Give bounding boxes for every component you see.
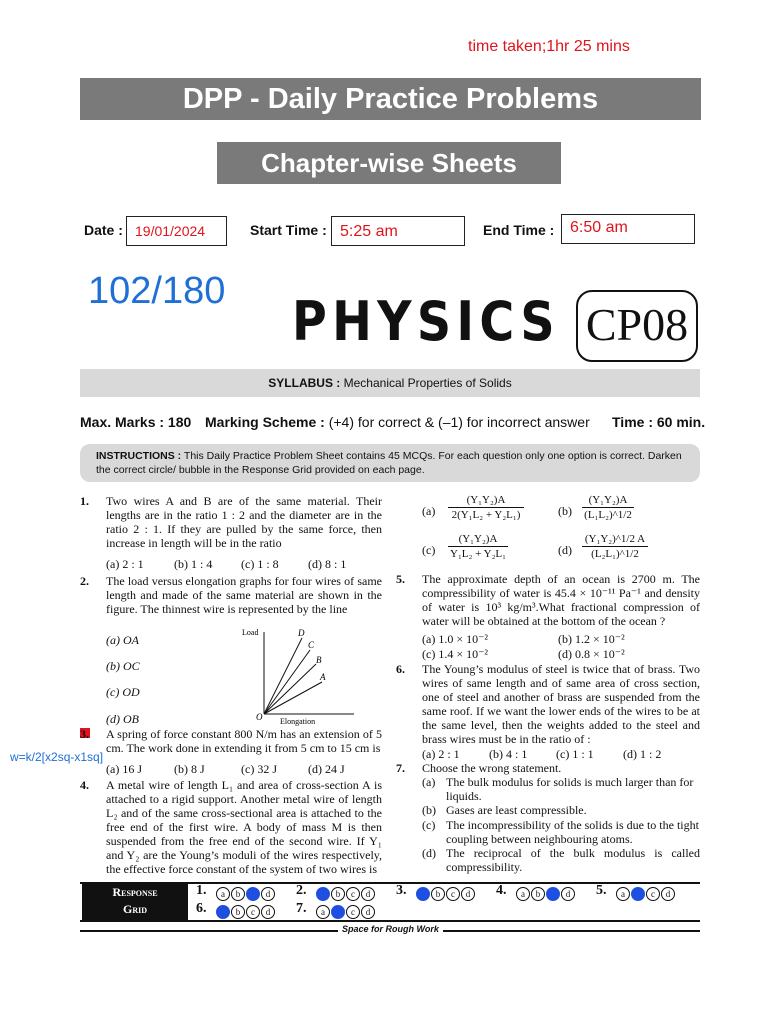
grid-question-3-number: 3. xyxy=(396,883,407,898)
start-time-label: Start Time : xyxy=(250,222,327,238)
q4-d-numerator: (Y₁Y₂)^1/2 A xyxy=(582,532,648,547)
q6-option-b: (b) 4 : 1 xyxy=(489,747,528,761)
graph-xlabel: Elongation xyxy=(280,717,316,726)
q5-option-d: (d) 0.8 × 10⁻² xyxy=(558,647,625,661)
answer-bubble-5-b[interactable] xyxy=(631,887,645,901)
graph-label-c: C xyxy=(308,640,315,650)
grid-question-7-bubbles xyxy=(316,903,376,921)
answer-bubble-4-c[interactable] xyxy=(546,887,560,901)
q5-option-b: (b) 1.2 × 10⁻² xyxy=(558,632,625,646)
grid-question-1-number: 1. xyxy=(196,883,207,898)
q4-c-numerator: (Y₁Y₂)A xyxy=(448,532,508,547)
graph-origin: O xyxy=(256,712,263,722)
answer-bubble-3-a[interactable] xyxy=(416,887,430,901)
grid-question-6-bubbles xyxy=(216,903,276,921)
grid-question-5-bubbles xyxy=(616,885,676,903)
answer-bubble-4-b[interactable]: b xyxy=(531,887,545,901)
q3-text: A spring of force constant 800 N/m has an extension of 5 cm. The work done in extending it from 5 cm to 15 cm is xyxy=(106,727,382,755)
time-limit: Time : 60 min. xyxy=(612,414,706,430)
q7-option-d: The reciprocal of the bulk modulus is called compressibility. xyxy=(446,846,700,874)
q4-b-numerator: (Y₁Y₂)A xyxy=(582,493,634,508)
q5-option-c: (c) 1.4 × 10⁻² xyxy=(422,647,489,661)
answer-bubble-4-d[interactable]: d xyxy=(561,887,575,901)
syllabus-label: SYLLABUS : xyxy=(268,376,341,390)
q2-option-d: (d) OB xyxy=(106,712,139,726)
grid-question-7-number: 7. xyxy=(296,901,307,916)
sheet-code-badge: CP08 xyxy=(576,290,698,362)
q1-option-d: (d) 8 : 1 xyxy=(308,557,347,571)
date-field[interactable]: 19/01/2024 xyxy=(126,216,227,246)
instructions-box xyxy=(80,444,700,482)
q3-option-d: (d) 24 J xyxy=(308,762,345,776)
syllabus-bar xyxy=(80,369,700,397)
q2-option-c: (c) OD xyxy=(106,685,140,699)
q1-option-b: (b) 1 : 4 xyxy=(174,557,213,571)
q4-option-c-label: (c) xyxy=(422,543,436,557)
response-grid-label-line1: Response xyxy=(112,885,158,899)
sub-banner: Chapter-wise Sheets xyxy=(217,142,561,184)
end-time-field[interactable]: 6:50 am xyxy=(561,214,695,244)
subject-title: PHYSICS xyxy=(292,290,560,353)
q3-option-a: (a) 16 J xyxy=(106,762,142,776)
q5-option-a: (a) 1.0 × 10⁻² xyxy=(422,632,489,646)
answer-bubble-7-c[interactable]: c xyxy=(346,905,360,919)
answer-bubble-1-d[interactable]: d xyxy=(261,887,275,901)
grid-question-2-bubbles xyxy=(316,885,376,903)
q7-option-b-label: (b) xyxy=(422,803,436,817)
answer-bubble-2-d[interactable]: d xyxy=(361,887,375,901)
line-ob xyxy=(264,664,316,714)
q2-number: 2. xyxy=(80,574,89,588)
answer-bubble-1-c[interactable] xyxy=(246,887,260,901)
answer-bubble-5-a[interactable]: a xyxy=(616,887,630,901)
q4-option-d-fraction xyxy=(582,532,648,561)
load-elongation-graph xyxy=(236,624,356,726)
q4-option-d-label: (d) xyxy=(558,543,572,557)
answer-bubble-6-b[interactable]: b xyxy=(231,905,245,919)
q3-option-c: (c) 32 J xyxy=(241,762,277,776)
response-grid-label-line2: Grid xyxy=(122,902,147,916)
q7-option-d-label: (d) xyxy=(422,846,436,860)
answer-bubble-1-b[interactable]: b xyxy=(231,887,245,901)
answer-bubble-6-a[interactable] xyxy=(216,905,230,919)
q4-b-denominator: (L₁L₂)^1/2 xyxy=(584,509,632,521)
syllabus-value: Mechanical Properties of Solids xyxy=(343,376,512,390)
answer-bubble-7-d[interactable]: d xyxy=(361,905,375,919)
line-oc xyxy=(264,650,310,714)
q6-option-c: (c) 1 : 1 xyxy=(556,747,594,761)
grid-question-5-number: 5. xyxy=(596,883,607,898)
q1-number: 1. xyxy=(80,494,89,508)
q7-option-c-label: (c) xyxy=(422,818,436,832)
q7-number: 7. xyxy=(396,761,405,775)
instructions-label: INSTRUCTIONS : xyxy=(96,450,182,462)
response-grid-label xyxy=(82,884,188,920)
q4-c-denominator: Y₁L₂ + Y₂L₁ xyxy=(450,548,506,560)
grid-question-2-number: 2. xyxy=(296,883,307,898)
q7-option-c: The incompressibility of the solids is due to the tight coupling between neighbouring atoms. xyxy=(446,818,699,846)
rough-work-label: Space for Rough Work xyxy=(338,924,443,934)
q4-option-a-fraction xyxy=(448,493,524,522)
q1-option-a: (a) 2 : 1 xyxy=(106,557,144,571)
q7-option-b: Gases are least compressible. xyxy=(446,803,587,817)
q6-number: 6. xyxy=(396,662,405,676)
q4-number: 4. xyxy=(80,778,89,792)
q2-option-a: (a) OA xyxy=(106,633,139,647)
grid-question-3-bubbles xyxy=(416,885,476,903)
instructions-text: This Daily Practice Problem Sheet contains 45 MCQs. For each question only one option is correct. Darken the correct circle/ bubble in the Response Grid provided on each page. xyxy=(96,450,682,476)
q1-text: Two wires A and B are of the same material. Their lengths are in the ratio 1 : 2 and the diameter are in the ratio 2 : 1. If they are pulled by the same force, then increase in length will be in the ratio xyxy=(106,494,382,550)
q6-option-a: (a) 2 : 1 xyxy=(422,747,460,761)
side-note: w=k/2[x2sq-x1sq] xyxy=(10,750,104,764)
q3-option-b: (b) 8 J xyxy=(174,762,205,776)
q2-option-b: (b) OC xyxy=(106,659,140,673)
q7-text: Choose the wrong statement. xyxy=(422,761,562,775)
graph-label-a: A xyxy=(320,672,326,682)
answer-bubble-1-a[interactable]: a xyxy=(216,887,230,901)
graph-label-b: B xyxy=(316,655,322,665)
q4-option-a-label: (a) xyxy=(422,504,436,518)
answer-bubble-4-a[interactable]: a xyxy=(516,887,530,901)
max-marks: Max. Marks : 180 xyxy=(80,414,192,430)
q7-option-a-label: (a) xyxy=(422,775,436,789)
graph-ylabel: Load xyxy=(242,628,259,637)
start-time-field[interactable]: 5:25 am xyxy=(331,216,465,246)
answer-bubble-3-c[interactable]: c xyxy=(446,887,460,901)
answer-bubble-6-c[interactable]: c xyxy=(246,905,260,919)
answer-bubble-3-b[interactable]: b xyxy=(431,887,445,901)
graph-label-d: D xyxy=(298,628,305,638)
q4-text: A metal wire of length L₁ and area of cross-section A is attached to a rigid support. Another metal wire of length L₂ and of the same cross-sectional area is attached to the free end of the first wire. A body of mass M is then suspended from the free end of the second wire. If Y₁ and Y₂ are the Young’s moduli of the wires respectively, the effective force constant of the system of two wires is xyxy=(106,778,382,876)
grid-question-1-bubbles xyxy=(216,885,276,903)
q4-option-b-fraction xyxy=(582,493,634,522)
line-od xyxy=(264,638,302,714)
score-note: 102/180 xyxy=(88,270,226,312)
q6-text: The Young’s modulus of steel is twice that of brass. Two wires of same length and of same area of cross section, one of steel and another of brass are suspended from the same roof. If we want the lower ends of the wires to be at the same level, then the weights added to the steel and brass wires must be in the ratio of : xyxy=(422,662,700,746)
grid-question-4-number: 4. xyxy=(496,883,507,898)
marking-label: Marking Scheme : xyxy=(205,414,325,430)
q3-number: 3. xyxy=(80,727,89,741)
answer-bubble-6-d[interactable]: d xyxy=(261,905,275,919)
page-title-banner: DPP - Daily Practice Problems xyxy=(80,78,701,120)
q4-a-numerator: (Y₁Y₂)A xyxy=(448,493,524,508)
q4-option-b-label: (b) xyxy=(558,504,572,518)
answer-bubble-7-a[interactable]: a xyxy=(316,905,330,919)
q4-a-denominator: 2(Y₁L₂ + Y₂L₁) xyxy=(451,509,521,521)
end-time-label: End Time : xyxy=(483,222,555,238)
answer-bubble-5-d[interactable]: d xyxy=(661,887,675,901)
time-taken-note: time taken;1hr 25 mins xyxy=(468,38,630,55)
q5-number: 5. xyxy=(396,572,405,586)
answer-bubble-2-b[interactable]: b xyxy=(331,887,345,901)
q4-d-denominator: (L₂L₁)^1/2 xyxy=(591,548,639,560)
q7-option-a: The bulk modulus for solids is much larger than for liquids. xyxy=(446,775,694,803)
marking-scheme xyxy=(205,414,590,430)
q5-text: The approximate depth of an ocean is 2700 m. The compressibility of water is 45.4 × 10⁻¹¹ Pa⁻¹ and density of water is 10³ kg/m³.What fractional compression of water will be obtained at the bottom of the ocean ? xyxy=(422,572,700,628)
q2-text: The load versus elongation graphs for four wires of same length and made of the same material are shown in the figure. The thinnest wire is represented by the line xyxy=(106,574,382,616)
answer-bubble-3-d[interactable]: d xyxy=(461,887,475,901)
q6-option-d: (d) 1 : 2 xyxy=(623,747,662,761)
marking-value: (+4) for correct & (–1) for incorrect answer xyxy=(328,414,590,430)
date-label: Date : xyxy=(84,222,123,238)
q4-option-c-fraction xyxy=(448,532,508,561)
answer-bubble-2-a[interactable] xyxy=(316,887,330,901)
q1-option-c: (c) 1 : 8 xyxy=(241,557,279,571)
answer-bubble-5-c[interactable]: c xyxy=(646,887,660,901)
grid-question-6-number: 6. xyxy=(196,901,207,916)
grid-question-4-bubbles xyxy=(516,885,576,903)
answer-bubble-2-c[interactable]: c xyxy=(346,887,360,901)
answer-bubble-7-b[interactable] xyxy=(331,905,345,919)
